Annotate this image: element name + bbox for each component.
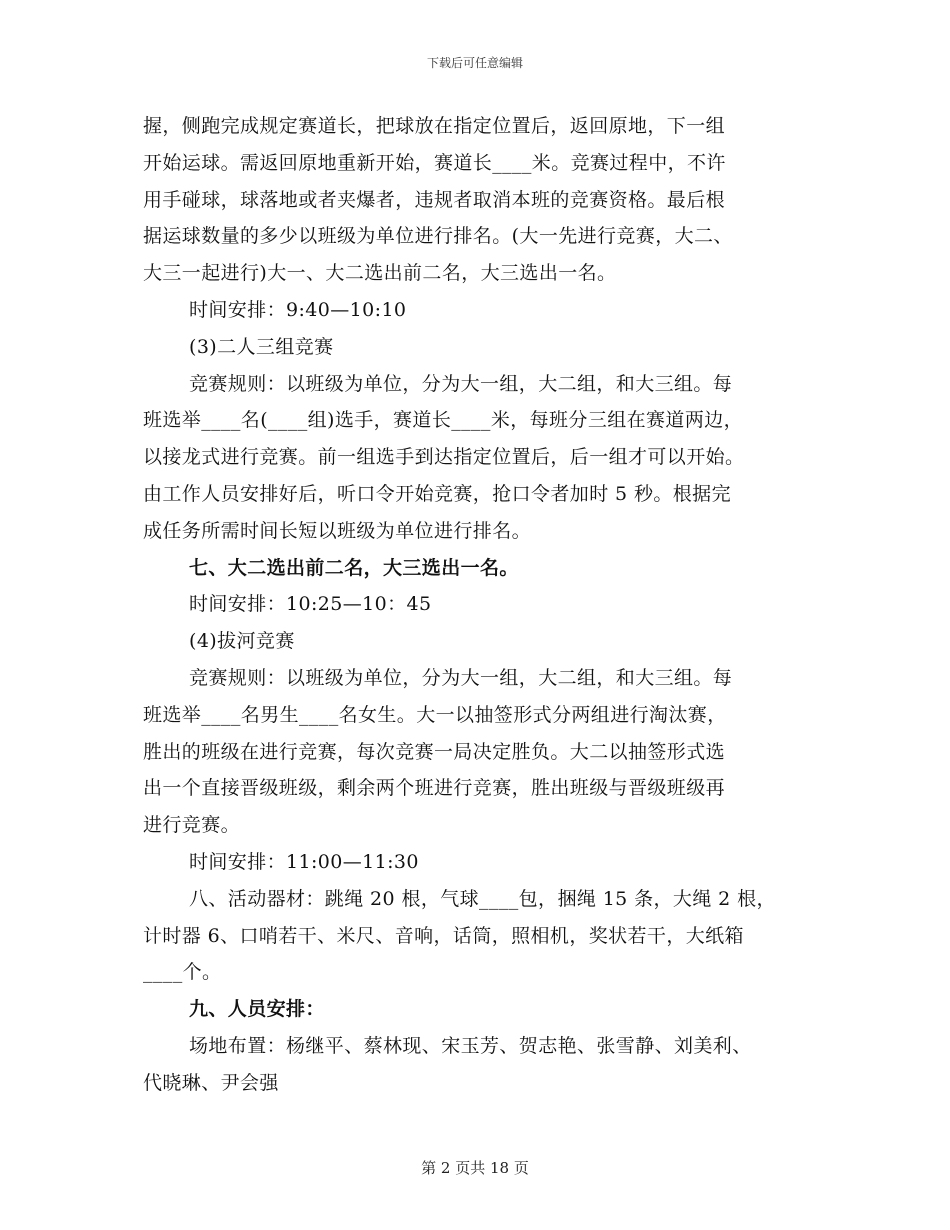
section-heading: 九、人员安排： [189,998,325,1021]
subsection-heading: (4)拔河竞赛 [189,630,295,653]
text-line: 场地布置：杨继平、蔡林现、宋玉芳、贺志艳、张雪静、刘美利、 [189,1034,752,1057]
text-line: 班选举____名(____组)选手，赛道长____米，每班分三组在赛道两边， [143,409,744,432]
text-line: 以接龙式进行竞赛。前一组选手到达指定位置后，后一组才可以开始。 [143,446,745,469]
text-line: 握，侧跑完成规定赛道长，把球放在指定位置后，返回原地，下一组 [143,115,726,137]
text-line: 据运球数量的多少以班级为单位进行排名。(大一先进行竞赛，大二、 [143,225,733,248]
text-line: ____个。 [143,961,222,984]
text-line: 出一个直接晋级班级，剩余两个班进行竞赛，胜出班级与晋级班级再 [143,777,726,800]
page-footer: 第 2 页共 18 页 [421,1159,529,1177]
subsection-heading: (3)二人三组竞赛 [189,335,334,358]
text-line: 代晓琳、尹会强 [143,1071,279,1094]
schedule-line: 时间安排：10:25—10：45 [189,593,432,616]
schedule-line: 时间安排：11:00—11:30 [189,850,419,873]
document-body [143,108,811,1102]
text-line: 竞赛规则：以班级为单位，分为大一组，大二组，和大三组。每 [189,372,733,395]
text-line: 成任务所需时间长短以班级为单位进行排名。 [143,519,532,542]
text-line: 计时器 6、口哨若干、米尺、音响，话筒，照相机，奖状若干，大纸箱 [143,924,744,947]
text-line: 进行竞赛。 [143,814,241,837]
text-line: 胜出的班级在进行竞赛，每次竞赛一局决定胜负。大二以抽签形式选 [143,740,726,763]
text-line: 竞赛规则：以班级为单位，分为大一组，大二组，和大三组。每 [189,666,733,689]
text-line: 大三一起进行)大一、大二选出前二名，大三选出一名。 [143,262,617,285]
text-line: 用手碰球，球落地或者夹爆者，违规者取消本班的竞赛资格。最后根 [143,188,726,211]
section-heading: 七、大二选出前二名，大三选出一名。 [189,556,519,579]
page-header: 下载后可任意编辑 [426,56,523,70]
schedule-line: 时间安排：9:40—10:10 [189,298,407,321]
text-line: 由工作人员安排好后，听口令开始竞赛，抢口令者加时 5 秒。根据完 [143,482,731,505]
section-line-equipment: 八、活动器材：跳绳 20 根，气球____包，捆绳 15 条，大绳 2 根， [189,887,776,910]
text-line: 开始运球。需返回原地重新开始，赛道长____米。竞赛过程中，不许 [143,151,726,174]
text-line: 班选举____名男生____名女生。大一以抽签形式分两组进行淘汰赛， [143,703,727,726]
